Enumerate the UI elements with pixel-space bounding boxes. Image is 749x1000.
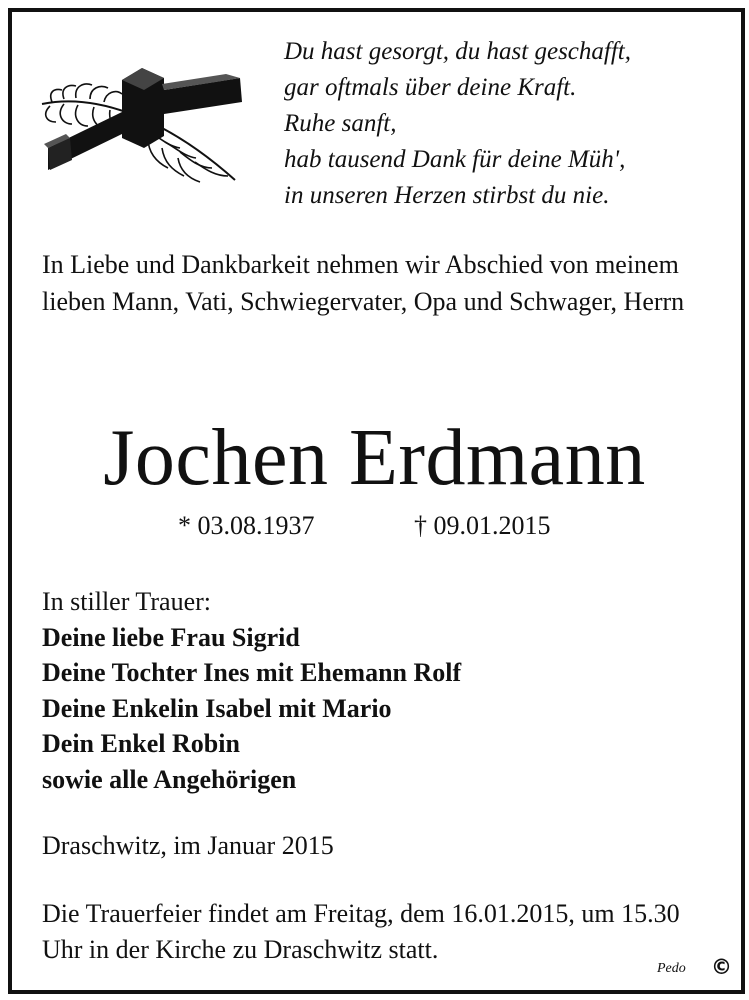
mourner-name: Deine Tochter Ines mit Ehemann Rolf xyxy=(42,658,462,688)
birth-date: * 03.08.1937 xyxy=(178,511,315,540)
mourners-heading: In stiller Trauer: xyxy=(42,587,211,616)
cross-with-palm-frond-icon xyxy=(30,52,245,192)
poem-verse xyxy=(284,34,724,214)
place-and-date: Draschwitz, im Januar 2015 xyxy=(42,831,334,860)
poem-line: hab tausend Dank für deine Müh', xyxy=(284,146,626,173)
mourner-name: sowie alle Angehörigen xyxy=(42,764,297,794)
mourner-name: Dein Enkel Robin xyxy=(42,729,240,759)
designer-credit: Pedo xyxy=(657,961,686,976)
farewell-text: In Liebe und Dankbarkeit nehmen wir Abschied von meinem lieben Mann, Vati, Schwiegervater, Opa und Schwager, Herrn xyxy=(42,250,685,316)
poem-line: gar oftmals über deine Kraft. xyxy=(284,74,577,101)
copyright-icon: © xyxy=(711,955,732,979)
death-date: † 09.01.2015 xyxy=(414,511,551,540)
mourners-block xyxy=(42,584,722,798)
deceased-name: Jochen Erdmann xyxy=(103,414,646,502)
poem-line: Ruhe sanft, xyxy=(284,110,397,137)
mourner-name: Deine Enkelin Isabel mit Mario xyxy=(42,693,392,723)
mourner-name: Deine liebe Frau Sigrid xyxy=(42,622,300,652)
poem-line: Du hast gesorgt, du hast geschafft, xyxy=(284,38,631,65)
funeral-notice: Die Trauerfeier findet am Freitag, dem 16.01.2015, um 15.30 Uhr in der Kirche zu Draschwitz statt. xyxy=(42,899,680,964)
poem-line: in unseren Herzen stirbst du nie. xyxy=(284,182,610,209)
